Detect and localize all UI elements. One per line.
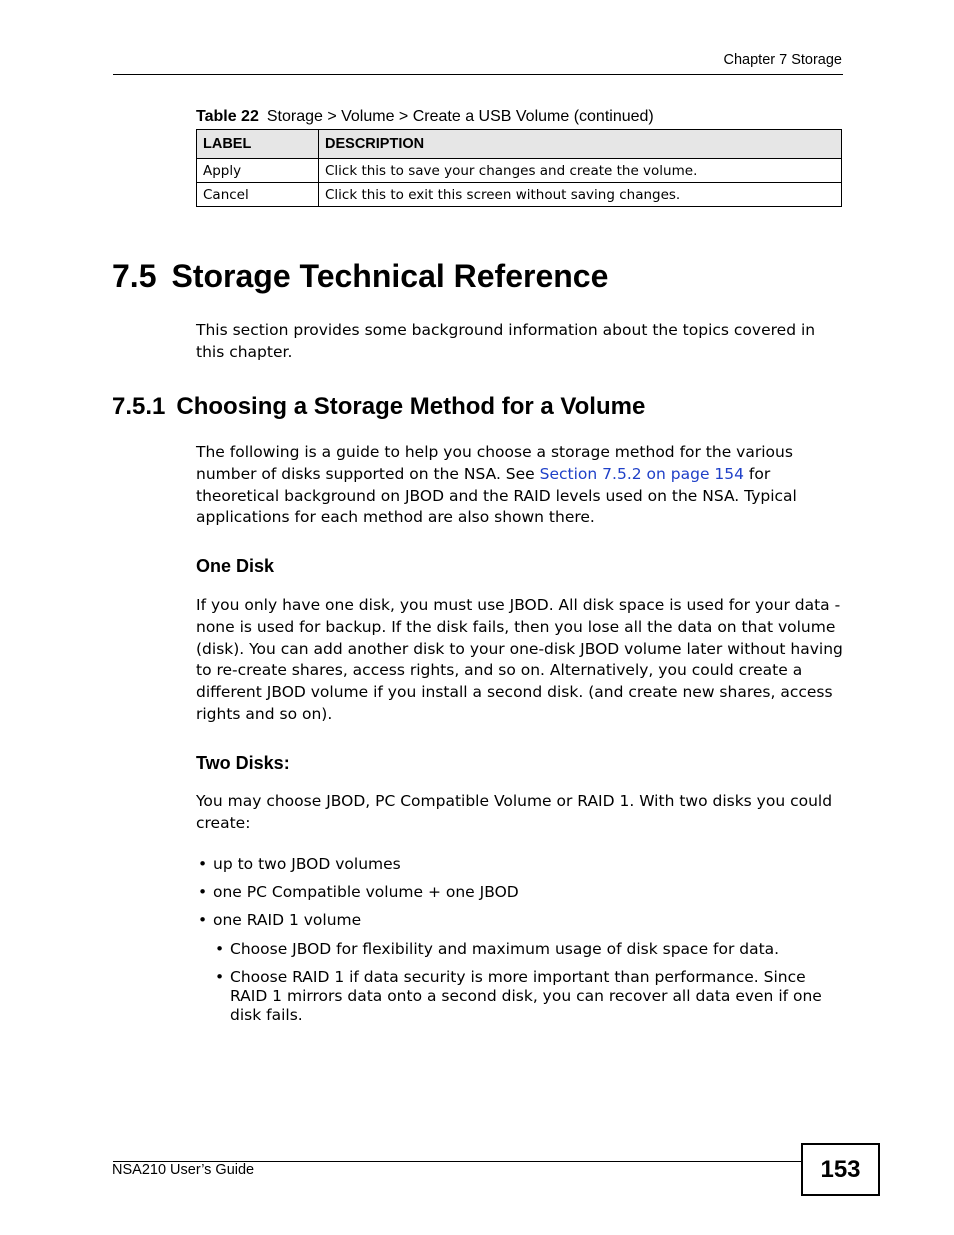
two-disks-paragraph: You may choose JBOD, PC Compatible Volume or RAID 1. With two disks you could create: (196, 792, 833, 832)
section-heading (112, 258, 608, 295)
list-item (198, 883, 838, 902)
bullet-icon: • (198, 911, 208, 929)
list-item (198, 855, 838, 874)
section-title: Storage Technical Reference (171, 258, 609, 294)
paragraph-text: for theoretical background on JBOD and the RAID levels used on the NSA. Typical applications for each method are also shown there. (196, 464, 797, 527)
list-item (198, 911, 838, 930)
list-item-text: one PC Compatible volume + one JBOD (213, 883, 519, 901)
list-item-text: up to two JBOD volumes (213, 855, 401, 873)
running-header: Chapter 7 Storage (723, 52, 842, 68)
subsection-heading (112, 393, 645, 421)
list-item-text: Choose RAID 1 if data security is more important than performance. Since RAID 1 mirrors data onto a second disk, you can recover all data even if one disk fails. (230, 968, 822, 1024)
paragraph-text: The following is a guide to help you choose a storage method for the various number of disks supported on the NSA. See (196, 443, 793, 483)
sub-list-item (215, 940, 840, 959)
table-row (197, 183, 842, 207)
reference-table (196, 129, 842, 207)
one-disk-heading: One Disk (196, 556, 275, 576)
footer-guide-title: NSA210 User’s Guide (112, 1162, 255, 1178)
bullet-icon: • (198, 855, 208, 873)
bullet-icon: • (215, 940, 225, 958)
table-cell-description: Click this to exit this screen without saving changes. (319, 183, 842, 207)
table-caption (196, 108, 654, 126)
cross-reference-link[interactable]: Section 7.5.2 on page 154 (539, 464, 744, 483)
table-caption-label: Table 22 (196, 108, 259, 125)
two-disks-heading: Two Disks: (196, 753, 290, 773)
bullet-icon: • (215, 968, 225, 986)
one-disk-paragraph: If you only have one disk, you must use JBOD. All disk space is used for your data - none is used for backup. If the disk fails, then you lose all the data on that volume (disk). You can add another disk to your one-disk JBOD volume later without having to re-create shares, access rights, and so on. Alternatively, you could create a different JBOD volume if you install a second disk. (and create new shares, access rights and so on). (196, 596, 843, 723)
table-row (197, 159, 842, 183)
table-cell-description: Click this to save your changes and create the volume. (319, 159, 842, 183)
table-caption-text: Storage > Volume > Create a USB Volume (continued) (266, 108, 654, 125)
subsection-number: 7.5.1 (112, 393, 166, 420)
subsection-paragraph (196, 442, 846, 529)
list-item-text: one RAID 1 volume (213, 911, 362, 929)
bullet-icon: • (198, 883, 208, 901)
list-item-text: Choose JBOD for flexibility and maximum usage of disk space for data. (230, 940, 780, 958)
section-intro: This section provides some background information about the topics covered in this chapter. (196, 321, 816, 361)
page-number: 153 (801, 1143, 880, 1196)
column-header-description: DESCRIPTION (319, 130, 842, 159)
section-number: 7.5 (112, 258, 157, 294)
subsection-title: Choosing a Storage Method for a Volume (176, 393, 646, 420)
header-rule (113, 74, 843, 75)
table-cell-label: Cancel (197, 183, 319, 207)
sub-list-item (215, 968, 840, 1025)
column-header-label: LABEL (197, 130, 319, 159)
table-header-row (197, 130, 842, 159)
table-cell-label: Apply (197, 159, 319, 183)
